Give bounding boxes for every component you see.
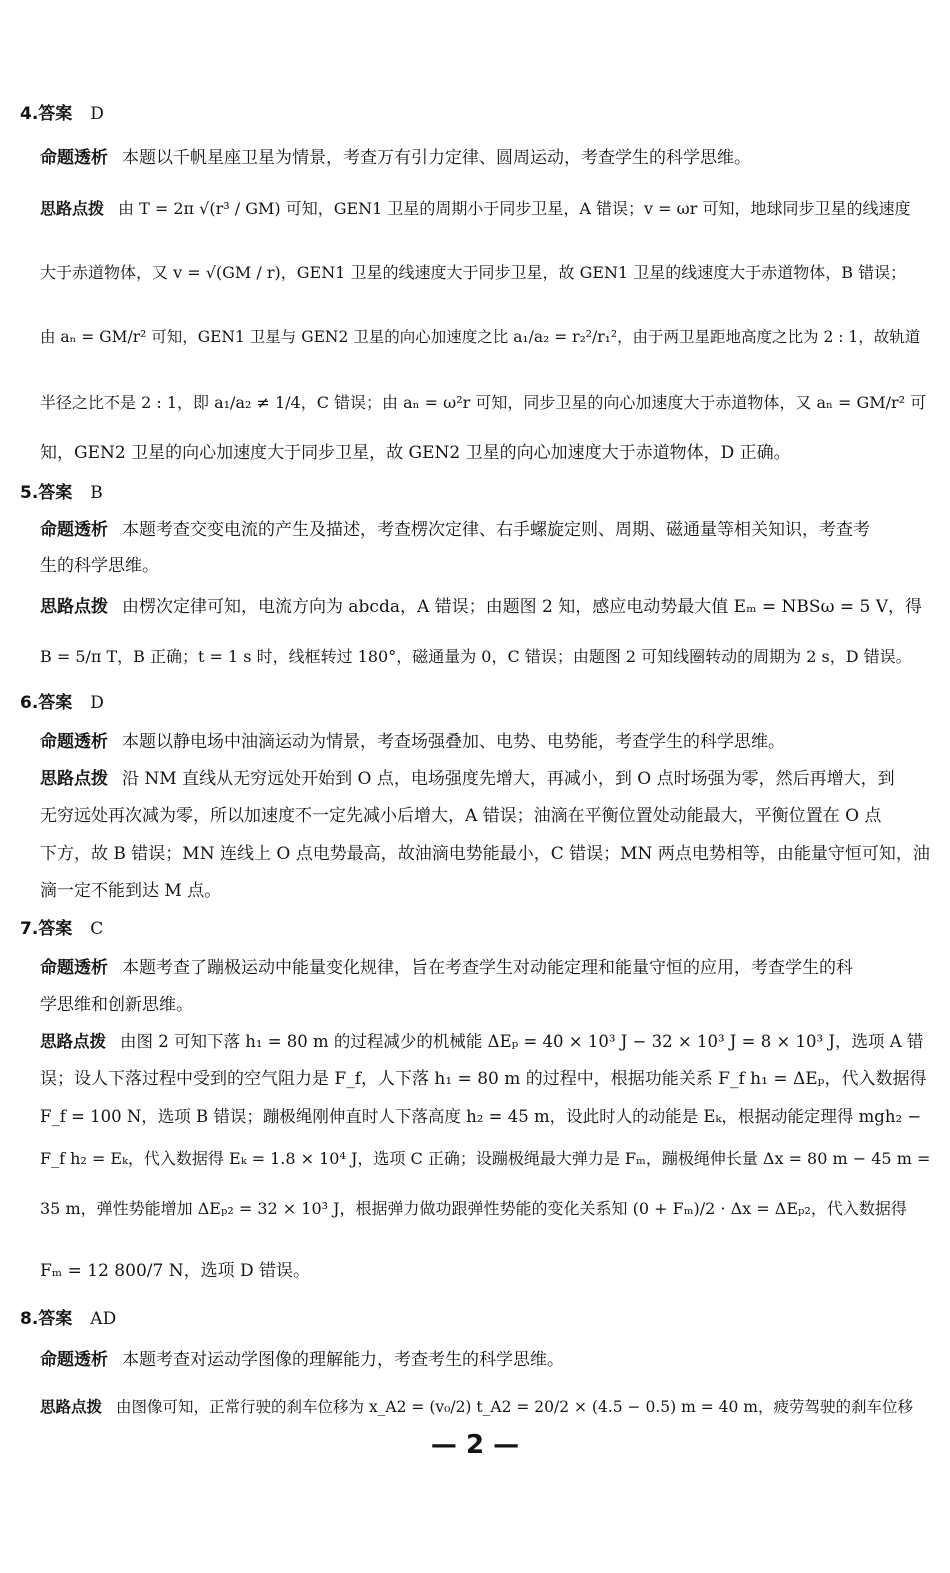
- q7-hint-label: 思路点拨: [40, 1032, 106, 1051]
- q6-hint-text: 沿 NM 直线从无穷远处开始到 O 点，电场强度先增大，再减小，到 O 点时场强为零，然后再增大，到: [122, 769, 895, 789]
- q8-intent-label: 命题透析: [40, 1350, 108, 1370]
- q4-number: 4.: [20, 104, 39, 124]
- q6-answer-label: 答案: [38, 693, 73, 713]
- q7-hint-line-2: 误；设人下落过程中受到的空气阻力是 F_f，人下落 h₁ = 80 m 的过程中，根据功能关系 F_f h₁ = ΔEₚ，代入数据得: [40, 1069, 927, 1089]
- q5-number: 5.: [20, 483, 39, 503]
- q4-hint-label: 思路点拨: [40, 199, 105, 218]
- q5-header: [20, 480, 103, 506]
- q6-hint-line-4: 滴一定不能到达 M 点。: [40, 881, 222, 901]
- q7-number: 7.: [20, 919, 39, 939]
- q5-answer: B: [90, 483, 103, 503]
- q7-intent: [40, 955, 920, 981]
- q7-answer: C: [90, 919, 104, 939]
- q5-intent-text: 本题考查交变电流的产生及描述，考查楞次定律、右手螺旋定则、周期、磁通量等相关知识，考查考: [122, 520, 870, 540]
- q8-hint-label: 思路点拨: [40, 1398, 103, 1416]
- q7-hint-text: 由图 2 可知下落 h₁ = 80 m 的过程减少的机械能 ΔEₚ = 40 × 10³ J − 32 × 10³ J = 8 × 10³ J，选项 A 错: [120, 1032, 924, 1051]
- q8-answer: AD: [90, 1309, 117, 1329]
- q7-hint-line-4: F_f h₂ = Eₖ，代入数据得 Eₖ = 1.8 × 10⁴ J，选项 C 正确；设蹦极绳最大弹力是 Fₘ，蹦极绳伸长量 Δx = 80 m − 45 m =: [40, 1149, 931, 1168]
- q5-answer-label: 答案: [38, 483, 73, 503]
- q8-answer-label: 答案: [38, 1309, 73, 1329]
- q5-intent: [40, 517, 920, 543]
- q7-hint-line-1: [40, 1029, 924, 1055]
- q8-header: [20, 1306, 116, 1332]
- q6-number: 6.: [20, 693, 39, 713]
- q4-intent-label: 命题透析: [40, 148, 108, 168]
- q4-answer-label: 答案: [38, 104, 73, 124]
- q6-intent-label: 命题透析: [40, 732, 108, 752]
- q4-intent: [40, 145, 920, 171]
- q6-hint-line-3: 下方，故 B 错误；MN 连线上 O 点电势最高，故油滴电势能最小，C 错误；MN 两点电势相等，由能量守恒可知，油: [40, 844, 930, 864]
- q4-answer: D: [90, 104, 104, 124]
- q6-intent: [40, 729, 920, 755]
- q4-hint-line-5: 知，GEN2 卫星的向心加速度大于同步卫星，故 GEN2 卫星的向心加速度大于赤道物体，D 正确。: [40, 443, 791, 463]
- q5-hint-line-2: B = 5/π T，B 正确；t = 1 s 时，线框转过 180°，磁通量为 0，C 错误；由题图 2 可知线圈转动的周期为 2 s，D 错误。: [40, 647, 912, 666]
- q5-hint-line-1: [40, 594, 920, 620]
- q4-intent-text: 本题以千帆星座卫星为情景，考查万有引力定律、圆周运动，考查学生的科学思维。: [122, 148, 751, 168]
- page-number: — 2 —: [430, 1430, 520, 1460]
- q7-header: [20, 916, 103, 942]
- q6-hint-line-2: 无穷远处再次减为零，所以加速度不一定先减小后增大，A 错误；油滴在平衡位置处动能最大，平衡位置在 O 点: [40, 806, 882, 826]
- q7-intent-label: 命题透析: [40, 958, 108, 978]
- q6-header: [20, 690, 104, 716]
- q6-intent-text: 本题以静电场中油滴运动为情景，考查场强叠加、电势、电势能，考查学生的科学思维。: [122, 732, 785, 752]
- q6-hint-line-1: [40, 766, 920, 792]
- q8-intent: [40, 1347, 920, 1373]
- q7-hint-line-6: Fₘ = 12 800/7 N，选项 D 错误。: [40, 1261, 311, 1281]
- q5-intent-label: 命题透析: [40, 520, 108, 540]
- q5-intent-line-2: 生的科学思维。: [40, 556, 159, 576]
- q7-hint-line-3: F_f = 100 N，选项 B 错误；蹦极绳刚伸直时人下落高度 h₂ = 45 m，设此时人的动能是 Eₖ，根据动能定理得 mgh₂ −: [40, 1107, 922, 1126]
- q5-hint-label: 思路点拨: [40, 597, 108, 617]
- q4-hint-line-4: 半径之比不是 2 : 1，即 a₁/a₂ ≠ 1/4，C 错误；由 aₙ = ω²r 可知，同步卫星的向心加速度大于赤道物体，又 aₙ = GM/r² 可: [40, 393, 927, 412]
- q4-hint-text: 由 T = 2π √(r³ / GM) 可知，GEN1 卫星的周期小于同步卫星，A 错误；v = ωr 可知，地球同步卫星的线速度: [118, 199, 911, 218]
- q8-number: 8.: [20, 1309, 39, 1329]
- q6-hint-label: 思路点拨: [40, 769, 108, 789]
- q7-answer-label: 答案: [38, 919, 73, 939]
- q8-hint-line-1: [40, 1394, 920, 1420]
- q8-intent-text: 本题考查对运动学图像的理解能力，考查考生的科学思维。: [122, 1350, 564, 1370]
- q4-hint-line-1: [40, 196, 920, 222]
- q7-intent-text: 本题考查了蹦极运动中能量变化规律，旨在考查学生对动能定理和能量守恒的应用，考查学生的科: [122, 958, 853, 978]
- q5-hint-text: 由楞次定律可知，电流方向为 abcda，A 错误；由题图 2 知，感应电动势最大值 Eₘ = NBSω = 5 V，得: [122, 597, 922, 617]
- q8-hint-text: 由图像可知，正常行驶的刹车位移为 x_A2 = (v₀/2) t_A2 = 20/2 × (4.5 − 0.5) m = 40 m，疲劳驾驶的刹车位移: [116, 1398, 913, 1416]
- q4-hint-line-2: 大于赤道物体，又 v = √(GM / r)，GEN1 卫星的线速度大于同步卫星，故 GEN1 卫星的线速度大于赤道物体，B 错误；: [40, 263, 907, 282]
- q7-intent-line-2: 学思维和创新思维。: [40, 995, 193, 1015]
- q4-hint-line-3: 由 aₙ = GM/r² 可知，GEN1 卫星与 GEN2 卫星的向心加速度之比 a₁/a₂ = r₂²/r₁²，由于两卫星距地高度之比为 2 : 1，故轨道: [40, 328, 921, 346]
- q6-answer: D: [90, 693, 104, 713]
- q7-hint-line-5: 35 m，弹性势能增加 ΔEₚ₂ = 32 × 10³ J，根据弹力做功跟弹性势能的变化关系知 (0 + Fₘ)/2 · Δx = ΔEₚ₂，代入数据得: [40, 1199, 907, 1218]
- q4-header: [20, 101, 104, 127]
